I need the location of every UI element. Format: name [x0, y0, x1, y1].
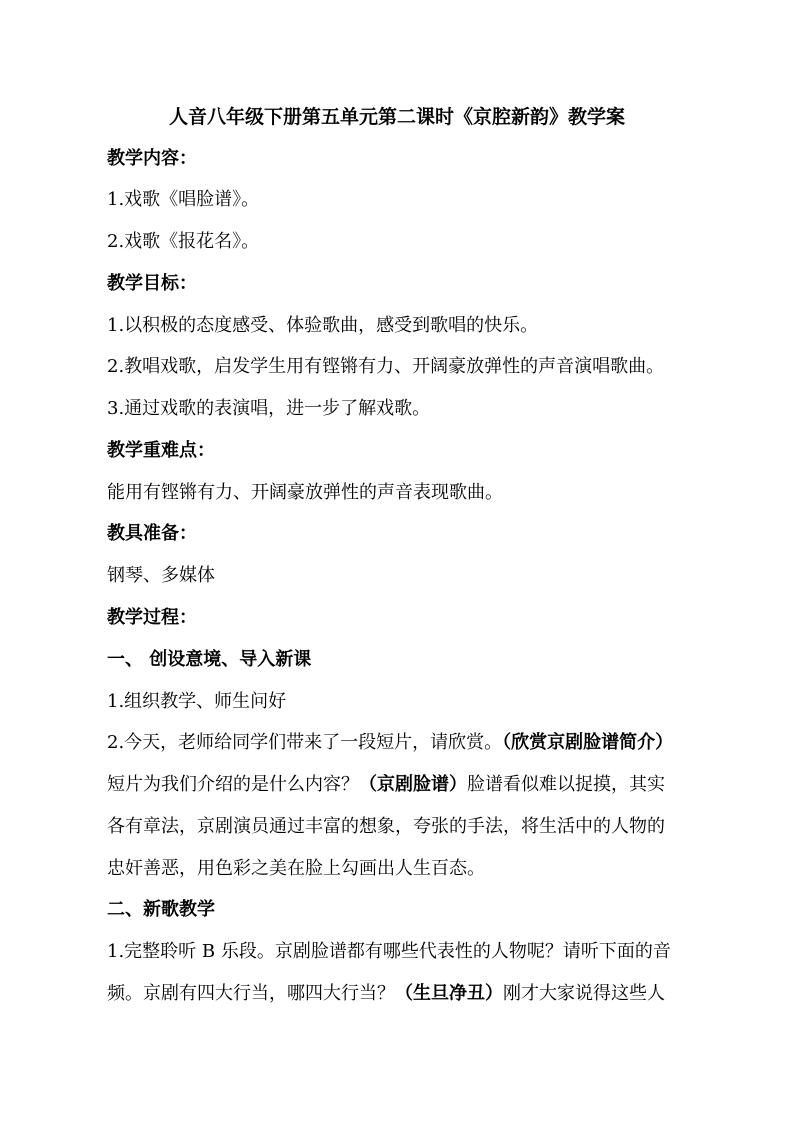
section1-answer-emphasis: （京剧脸谱） — [359, 774, 467, 795]
goals-item-3: 3.通过戏歌的表演唱，进一步了解戏歌。 — [107, 398, 431, 419]
section2-item-1-line-1: 1.完整聆听 B 乐段。京剧脸谱都有哪些代表性的人物呢？请听下面的音 — [107, 941, 671, 962]
section1-item-1: 1.组织教学、师生问好 — [107, 691, 287, 712]
tools-heading: 教具准备： — [107, 523, 197, 544]
section1-item-2-line-4: 忠奸善恶，用色彩之美在脸上勾画出人生百态。 — [107, 858, 485, 879]
section2-continuation-text: 刚才大家说得这些人 — [503, 983, 665, 1004]
section2-heading: 二、新歌教学 — [107, 899, 215, 920]
key-points-heading: 教学重难点： — [107, 440, 215, 461]
content-heading: 教学内容： — [107, 148, 197, 169]
tools-text: 钢琴、多媒体 — [107, 565, 215, 586]
section1-item-2-line-1 — [107, 729, 673, 757]
section1-item-2-text: 2.今天，老师给同学们带来了一段短片，请欣赏。 — [107, 732, 503, 753]
process-heading: 教学过程： — [107, 607, 197, 628]
goals-heading: 教学目标： — [107, 273, 197, 294]
section1-item-2-emphasis: （欣赏京剧脸谱简介） — [502, 732, 674, 753]
section1-item-2-line-3: 各有章法，京剧演员通过丰富的想象，夸张的手法，将生活中的人物的 — [107, 816, 665, 837]
content-item-2: 2.戏歌《报花名》。 — [107, 231, 260, 252]
goals-item-2: 2.教唱戏歌，启发学生用有铿锵有力、开阔豪放弹性的声音演唱歌曲。 — [107, 356, 665, 377]
section1-heading: 一、 创设意境、导入新课 — [107, 649, 312, 670]
document-title: 人音八年级下册第五单元第二课时《京腔新韵》教学案 — [168, 106, 625, 128]
goals-item-1: 1.以积极的态度感受、体验歌曲，感受到歌唱的快乐。 — [107, 315, 539, 336]
section1-question-text: 短片为我们介绍的是什么内容？ — [107, 774, 359, 795]
key-points-text: 能用有铿锵有力、开阔豪放弹性的声音表现歌曲。 — [107, 482, 503, 503]
content-item-1: 1.戏歌《唱脸谱》。 — [107, 189, 260, 210]
section2-question-text: 频。京剧有四大行当，哪四大行当？ — [107, 983, 395, 1004]
section2-item-1-line-2 — [107, 980, 665, 1008]
section1-item-2-line-2 — [107, 771, 665, 799]
section1-continuation-text: 脸谱看似难以捉摸，其实 — [467, 774, 665, 795]
section2-answer-emphasis: （生旦净丑） — [395, 983, 503, 1004]
